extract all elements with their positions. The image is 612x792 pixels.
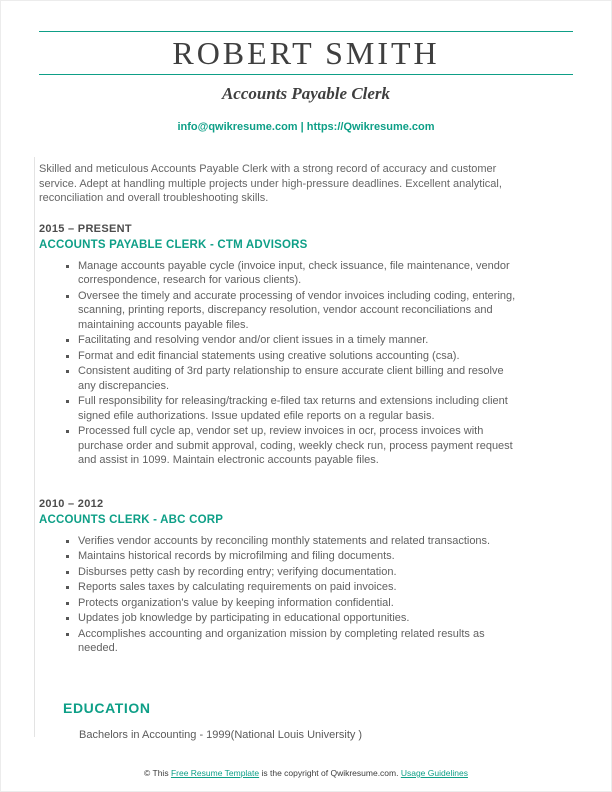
experience-period: 2015 – PRESENT [39,222,132,235]
resume-name: ROBERT SMITH [172,35,440,71]
experience-bullet: Consistent auditing of 3rd party relationship to ensure accurate client billing and resolve any discrepancies. [65,364,517,393]
contact-separator: | [297,121,307,133]
contact-website-link[interactable]: https://Qwikresume.com [306,121,435,133]
experience-bullet: Protects organization's value by keeping information confidential. [65,596,517,611]
footer-copyright [1,768,611,778]
experience-bullet: Reports sales taxes by calculating requirements on paid invoices. [65,580,517,595]
experience-role-heading: ACCOUNTS PAYABLE CLERK - CTM ADVISORS [39,238,308,251]
experience-bullet: Oversee the timely and accurate processing of vendor invoices including coding, entering, scanning, printing reports, discrepancy resolution, vendor account reconciliations and maintaining accounts payable files. [65,289,517,333]
experience-section-2 [39,498,573,656]
education-item: Bachelors in Accounting - 1999(National Louis University ) [79,728,363,741]
experience-bullet: Maintains historical records by microfilming and filing documents. [65,549,517,564]
experience-bullet: Format and edit financial statements using creative solutions accounting (csa). [65,349,517,364]
header-top-rule [39,31,573,32]
footer-guidelines-link[interactable]: Usage Guidelines [400,768,468,778]
experience-bullet: Accomplishes accounting and organization mission by completing related results as needed. [65,627,517,656]
experience-bullet-list [39,259,573,468]
summary-paragraph: Skilled and meticulous Accounts Payable Clerk with a strong record of accuracy and customer service. Adept at handling multiple projects under high-pressure deadlines. Excellent analytical, reconciliation and overall troubleshooting skills. [39,163,502,204]
experience-period: 2010 – 2012 [39,497,104,510]
education-heading: EDUCATION [63,699,151,716]
experience-bullet: Verifies vendor accounts by reconciling monthly statements and related transactions. [65,534,517,549]
contact-email-link[interactable]: info@qwikresume.com [177,121,298,133]
experience-bullet: Disburses petty cash by recording entry; verifying documentation. [65,565,517,580]
timeline-rule [34,157,35,737]
footer-template-link[interactable]: Free Resume Template [170,768,260,778]
experience-section-1 [39,223,573,468]
experience-role-heading: ACCOUNTS CLERK - ABC CORP [39,513,224,526]
experience-bullet: Full responsibility for releasing/tracking e-filed tax returns and extensions including client signed efile authorizations. Issue updated efile reports on a regular basis. [65,394,517,423]
experience-bullet: Processed full cycle ap, vendor set up, review invoices in ocr, process invoices with purchase order and submit approval, coding, weekly check run, process payment request and assist in 1099. Maintain electronic accounts payable files. [65,424,517,468]
education-section [39,700,573,741]
footer-middle: is the copyright of Qwikresume.com. [259,768,401,778]
experience-bullet: Facilitating and resolving vendor and/or client issues in a timely manner. [65,333,517,348]
contact-line [39,121,573,133]
experience-bullet: Updates job knowledge by participating in educational opportunities. [65,611,517,626]
header-bottom-rule [39,74,573,75]
resume-content [1,1,611,741]
resume-job-title: Accounts Payable Clerk [221,84,391,103]
experience-bullet-list [39,534,573,656]
experience-bullet: Manage accounts payable cycle (invoice input, check issuance, file maintenance, vendor correspondence, research for various clients). [65,259,517,288]
footer-prefix: © This [144,768,171,778]
